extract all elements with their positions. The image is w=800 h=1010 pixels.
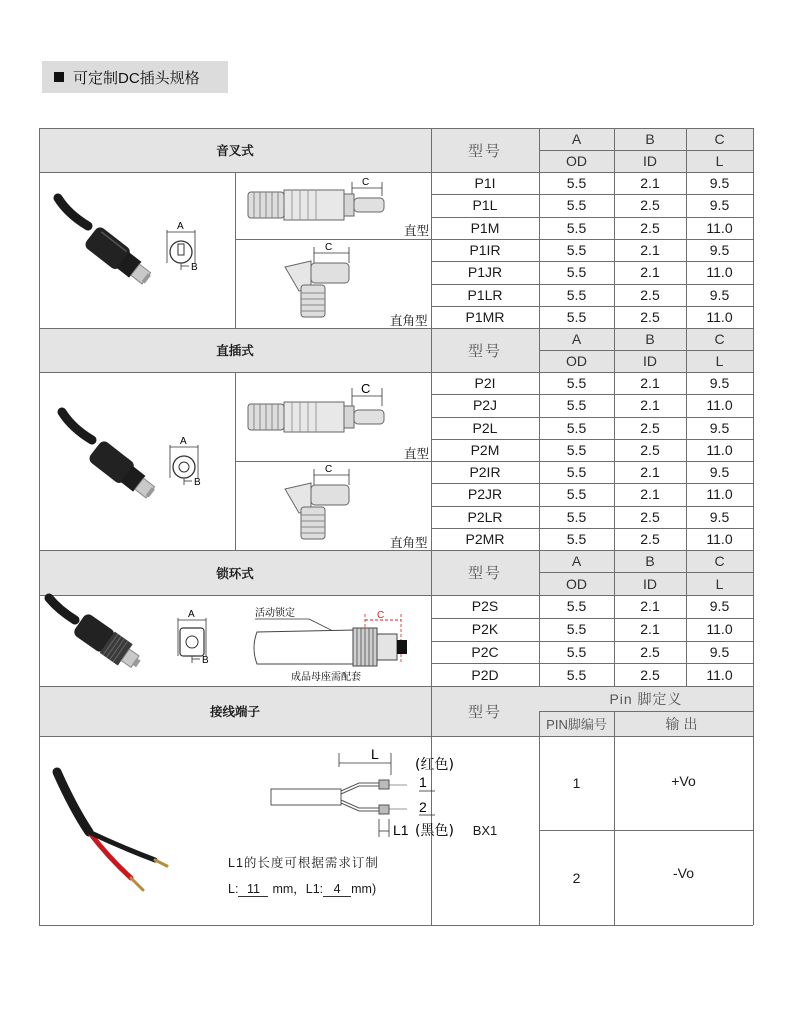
straight-type-label: 直型	[404, 447, 430, 461]
model-cell: P2K	[471, 621, 499, 638]
lock-plug-side-drawing	[243, 602, 418, 686]
l-cell: 11.0	[706, 441, 733, 458]
pin-output: -Vo	[672, 864, 694, 881]
id-cell: 2.5	[640, 286, 660, 303]
od-cell: 5.5	[566, 598, 587, 615]
model-cell: P2JR	[467, 486, 503, 503]
grid-line-v	[614, 128, 615, 686]
col-id-header: ID	[643, 353, 657, 369]
straight-plug-photo	[57, 410, 172, 510]
l-cell: 11.0	[706, 621, 733, 638]
grid-line-v	[235, 172, 236, 328]
grid-line-h	[431, 641, 753, 642]
id-cell: 2.1	[640, 175, 660, 192]
section-title-bar	[42, 61, 228, 93]
dim-b-label: B	[191, 262, 198, 273]
terminal-wire-drawing	[229, 745, 469, 845]
fork-right-angle-plug-drawing	[279, 241, 389, 321]
pin-definition-header: Pin 脚定义	[609, 690, 683, 707]
od-cell: 5.5	[566, 530, 587, 547]
dim-c-label: C	[377, 610, 385, 621]
red-wire-label: (红色)	[415, 757, 454, 773]
dim-a-label: A	[177, 221, 184, 232]
grid-line-h	[39, 328, 753, 329]
grid-line-h	[39, 686, 753, 687]
pin-number-header: PIN脚编号	[546, 717, 607, 732]
od-cell: 5.5	[566, 419, 587, 436]
id-cell: 2.5	[640, 643, 660, 660]
model-cell: P2LR	[467, 508, 503, 525]
output-header: 输出	[665, 715, 702, 732]
grid-line-h	[431, 618, 753, 619]
col-od-header: OD	[566, 153, 587, 169]
col-c-header: C	[714, 553, 725, 569]
l-cell: 9.5	[709, 242, 730, 259]
col-l-header: L	[715, 353, 724, 369]
socket-note-label: 成品母座需配套	[291, 672, 361, 683]
wire-2-label: 2	[419, 799, 427, 815]
grid-line-h	[431, 306, 753, 307]
wire-l1-label: L1	[393, 822, 409, 838]
col-b-header: B	[645, 331, 655, 347]
col-l-header: L	[715, 575, 724, 592]
grid-line-h	[431, 439, 753, 440]
dimension-note	[228, 879, 376, 897]
grid-line-h	[431, 261, 753, 262]
model-cell: P2MR	[465, 530, 505, 547]
lock-section-title: 锁环式	[39, 550, 431, 595]
page-title: 可定制DC插头规格	[73, 69, 200, 87]
l-cell: 9.5	[709, 375, 730, 392]
straight-section-title: 直插式	[39, 328, 431, 372]
straight-model-header: 型号	[431, 328, 539, 372]
od-cell: 5.5	[566, 621, 587, 638]
l-cell: 11.0	[706, 397, 733, 414]
id-cell: 2.1	[640, 486, 660, 503]
grid-line-h	[431, 217, 753, 218]
grid-line-h	[431, 394, 753, 395]
lock-model-header: 型号	[431, 550, 539, 595]
grid-line-v	[39, 128, 40, 925]
grid-line-h	[235, 239, 431, 240]
dim-mid: mm，L1:	[272, 882, 324, 896]
grid-line-h	[431, 284, 753, 285]
od-cell: 5.5	[566, 666, 587, 683]
col-id-header: ID	[643, 153, 657, 169]
dim-b-label: B	[194, 477, 201, 488]
id-cell: 2.1	[640, 621, 660, 638]
dim-a-label: A	[180, 436, 187, 447]
l-cell: 11.0	[706, 666, 733, 683]
grid-line-h	[39, 128, 753, 129]
grid-line-h	[539, 350, 753, 351]
col-b-header: B	[645, 131, 655, 147]
od-cell: 5.5	[566, 219, 587, 236]
model-cell: P2IR	[469, 464, 501, 481]
id-cell: 2.1	[640, 242, 660, 259]
od-cell: 5.5	[566, 441, 587, 458]
dim-c-label: C	[361, 381, 371, 396]
model-cell: P2M	[470, 441, 500, 458]
dim-a-label: A	[188, 609, 195, 620]
black-wire-label: (黑色)	[415, 823, 454, 839]
col-l-header: L	[715, 153, 724, 169]
model-cell: P1M	[470, 219, 500, 236]
grid-line-h	[39, 736, 753, 737]
grid-line-v	[539, 711, 540, 925]
fork-straight-plug-drawing	[242, 174, 402, 226]
l-cell: 9.5	[709, 175, 730, 192]
grid-line-h	[39, 550, 753, 551]
model-cell: P1I	[474, 175, 496, 192]
dim-prefix: L:	[228, 882, 239, 896]
terminal-model: BX1	[472, 823, 498, 838]
col-b-header: B	[645, 553, 655, 569]
col-od-header: OD	[566, 353, 587, 369]
grid-line-h	[539, 711, 753, 712]
model-cell: P1IR	[469, 242, 501, 259]
straight-type-label: 直型	[404, 224, 430, 238]
id-cell: 2.5	[640, 666, 660, 683]
grid-line-h	[39, 172, 753, 173]
grid-line-h	[431, 663, 753, 664]
fork-section-title: 音叉式	[39, 128, 431, 172]
model-cell: P1L	[472, 197, 498, 214]
dim-suffix: mm)	[351, 882, 377, 896]
grid-line-h	[431, 239, 753, 240]
grid-line-h	[39, 372, 753, 373]
grid-line-v	[753, 128, 754, 925]
l-cell: 9.5	[709, 419, 730, 436]
grid-line-h	[539, 150, 753, 151]
col-id-header: ID	[643, 575, 657, 592]
terminal-model-header: 型号	[431, 686, 539, 736]
id-cell: 2.5	[640, 441, 660, 458]
custom-length-note: L1的长度可根据需求订制	[228, 856, 379, 870]
id-cell: 2.5	[640, 530, 660, 547]
pin-output: +Vo	[671, 773, 696, 789]
model-cell: P2I	[474, 375, 496, 392]
grid-line-v	[539, 128, 540, 686]
col-a-header: A	[571, 331, 582, 347]
grid-line-h	[235, 461, 431, 462]
id-cell: 2.1	[640, 264, 660, 281]
col-c-header: C	[714, 331, 725, 347]
od-cell: 5.5	[566, 242, 587, 259]
l-cell: 9.5	[709, 508, 730, 525]
l-cell: 9.5	[709, 598, 730, 615]
active-lock-label: 活动锁定	[255, 608, 295, 619]
id-cell: 2.5	[640, 419, 660, 436]
id-cell: 2.1	[640, 397, 660, 414]
col-od-header: OD	[566, 575, 587, 592]
od-cell: 5.5	[566, 264, 587, 281]
od-cell: 5.5	[566, 508, 587, 525]
right-angle-type-label: 直角型	[390, 536, 428, 550]
grid-line-h	[539, 572, 753, 573]
grid-line-v	[614, 711, 615, 925]
square-bullet-icon	[54, 72, 64, 82]
fork-model-header: 型号	[431, 128, 539, 172]
grid-line-h	[431, 461, 753, 462]
dim-c-label: C	[362, 177, 370, 188]
terminal-section-title: 接线端子	[39, 686, 431, 736]
l-cell: 11.0	[706, 486, 733, 503]
col-c-header: C	[714, 131, 725, 147]
id-cell: 2.5	[640, 197, 660, 214]
model-cell: P2C	[471, 643, 499, 660]
col-a-header: A	[571, 131, 582, 147]
grid-line-h	[39, 925, 753, 926]
dim-c-label: C	[325, 464, 333, 475]
grid-line-v	[686, 128, 687, 686]
id-cell: 2.5	[640, 219, 660, 236]
od-cell: 5.5	[566, 175, 587, 192]
od-cell: 5.5	[566, 197, 587, 214]
od-cell: 5.5	[566, 308, 587, 325]
spec-table	[39, 128, 753, 925]
model-cell: P2S	[471, 598, 499, 615]
od-cell: 5.5	[566, 397, 587, 414]
l-cell: 9.5	[709, 197, 730, 214]
lock-plug-photo	[47, 596, 162, 686]
l-cell: 9.5	[709, 286, 730, 303]
model-cell: P2J	[472, 397, 498, 414]
fork-end-view-diagram	[161, 218, 221, 273]
l-cell: 9.5	[709, 464, 730, 481]
model-cell: P1LR	[467, 286, 503, 303]
id-cell: 2.1	[640, 464, 660, 481]
grid-line-h	[431, 506, 753, 507]
terminal-wire-photo	[53, 768, 193, 903]
straight-right-angle-plug-drawing	[279, 463, 389, 543]
model-cell: P1MR	[465, 308, 505, 325]
grid-line-v	[235, 372, 236, 550]
od-cell: 5.5	[566, 375, 587, 392]
dim-l1-value: 4	[323, 882, 351, 897]
fork-plug-photo	[53, 196, 168, 296]
wire-1-label: 1	[419, 774, 427, 790]
id-cell: 2.5	[640, 508, 660, 525]
od-cell: 5.5	[566, 643, 587, 660]
straight-end-view-diagram	[164, 433, 224, 488]
l-cell: 9.5	[709, 643, 730, 660]
od-cell: 5.5	[566, 286, 587, 303]
model-cell: P1JR	[467, 264, 503, 281]
l-cell: 11.0	[706, 530, 733, 547]
pin-number: 2	[572, 869, 581, 886]
grid-line-h	[539, 830, 753, 831]
dim-c-label: C	[325, 242, 333, 253]
pin-number: 1	[572, 775, 581, 791]
dim-l-value: 11	[238, 882, 268, 897]
l-cell: 11.0	[706, 308, 733, 325]
l-cell: 11.0	[706, 264, 733, 281]
right-angle-type-label: 直角型	[390, 314, 428, 328]
grid-line-h	[431, 417, 753, 418]
id-cell: 2.5	[640, 308, 660, 325]
id-cell: 2.1	[640, 598, 660, 615]
model-cell: P2D	[471, 666, 499, 683]
id-cell: 2.1	[640, 375, 660, 392]
straight-straight-plug-drawing	[242, 380, 402, 440]
col-a-header: A	[571, 553, 582, 569]
grid-line-h	[431, 194, 753, 195]
l-cell: 11.0	[706, 219, 733, 236]
dim-b-label: B	[202, 655, 209, 666]
od-cell: 5.5	[566, 464, 587, 481]
od-cell: 5.5	[566, 486, 587, 503]
grid-line-h	[431, 483, 753, 484]
grid-line-h	[431, 528, 753, 529]
wire-l-label: L	[371, 746, 379, 762]
lock-end-view-diagram	[172, 606, 232, 666]
model-cell: P2L	[472, 419, 498, 436]
